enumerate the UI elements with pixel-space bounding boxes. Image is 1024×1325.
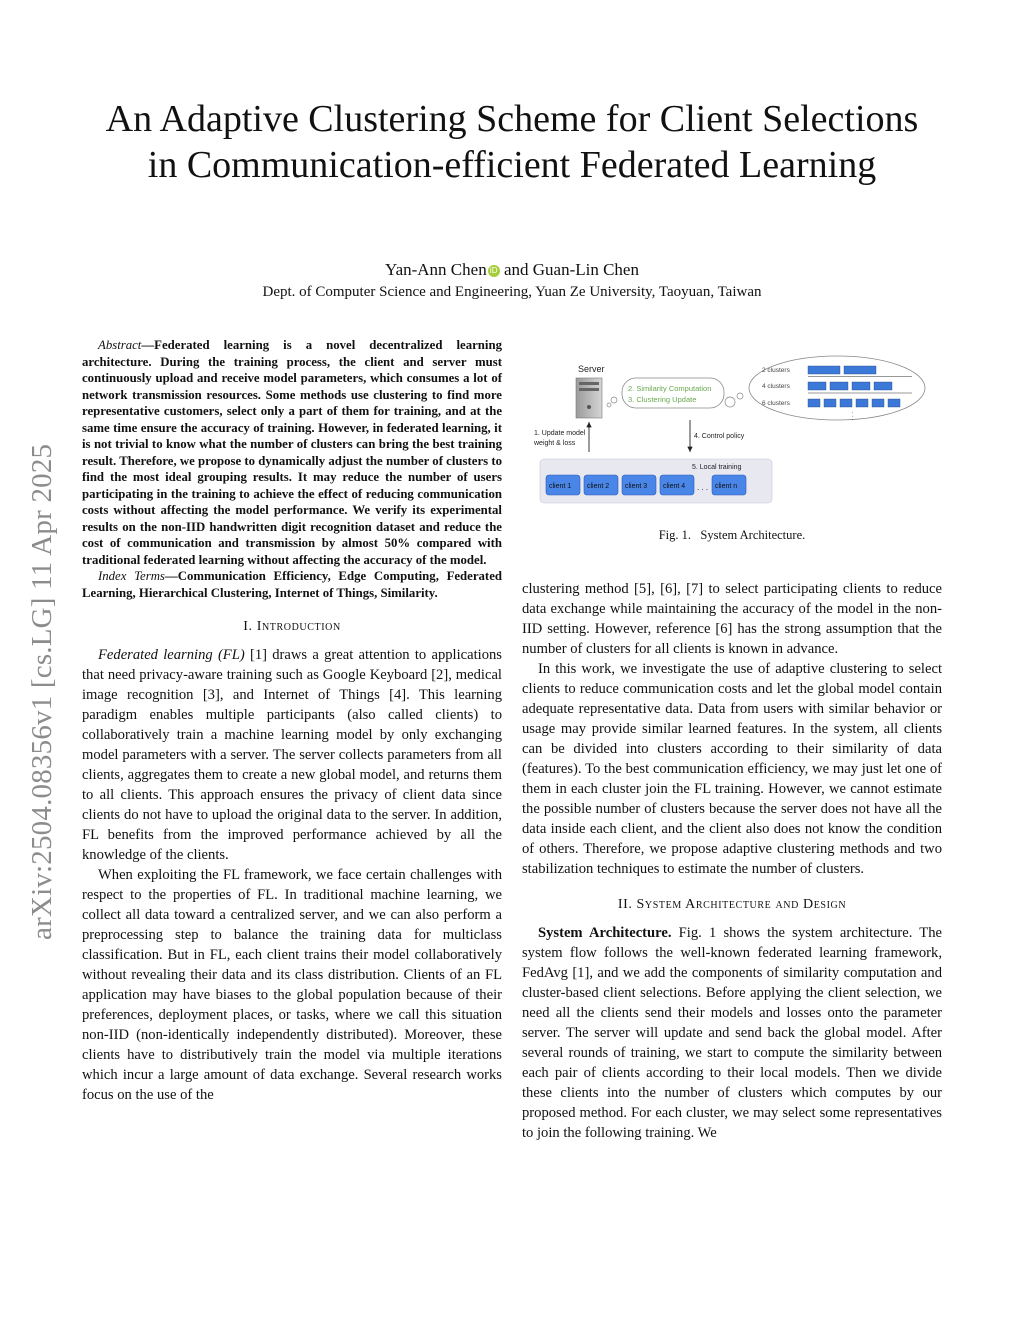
author-2: Guan-Lin Chen xyxy=(532,260,639,279)
step-4: 4. Control policy xyxy=(694,433,745,440)
bubble-step-2: 2. Similarity Computation xyxy=(628,384,712,393)
intro-paragraph-3: In this work, we investigate the use of adaptive clustering to select clients to reduce communication costs and let the global model contain adequate representative data. Data from users with similar behavior or usage may provide similar learned features. In the system, all clients can be divided into clusters according to their similarity of data (features). To the best communication efficiency, we may just let one of them in each cluster join the FL training. However, we cannot estimate the possible number of clusters because the server does not have all the data inside each client, and the client also does not know the condition of others. Therefore, we propose adaptive clustering methods and two stabilization techniques to estimate the number of clusters. xyxy=(522,661,942,877)
section-title: System Architecture and Design xyxy=(636,897,847,912)
affiliation: Dept. of Computer Science and Engineering, Yuan Ze University, Taoyuan, Taiwan xyxy=(262,284,762,300)
client-2-label: client 2 xyxy=(587,483,610,490)
client-3-label: client 3 xyxy=(625,483,648,490)
abstract-body: —Federated learning is a novel decentralized learning architecture. During the training process, the client and server must continuously upload and receive model parameters, which consumes a lot of network transmission resources. Some methods use clustering to find more representative customers, select only a part of them for training, and at the same time ensure the accuracy of training. However, in federated learning, it is not trivial to know what the number of clusters can bring the best training result. Therefore, we propose to dynamically adjust the number of clusters to find the most ideal grouping results. It may reduce the number of users participating in the training to achieve the effect of reducing communication costs without affecting the model performance. We verify its experimental results on the non-IID handwritten digit recognition dataset and reduce the cost of communication and transmission by almost 50% compared with traditional federated learning without affecting the accuracy of the model. xyxy=(82,338,502,567)
abstract-label: Abstract xyxy=(98,338,142,352)
step-5: 5. Local training xyxy=(692,464,742,471)
index-terms-body: —Communication Efficiency, Edge Computing, Federated Learning, Hierarchical Clustering, Internet of Things, Similarity. xyxy=(82,569,502,600)
figure-caption: Fig. 1. System Architecture. xyxy=(658,528,806,542)
step-1-line-2: weight & loss xyxy=(534,440,576,447)
right-column xyxy=(522,579,942,1143)
author-1: Yan-Ann Chen xyxy=(385,260,487,279)
orcid-icon[interactable]: iD xyxy=(488,265,500,277)
intro-lead: Federated learning (FL) xyxy=(98,647,245,663)
index-terms-label: Index Terms xyxy=(98,569,165,583)
architecture-body: Fig. 1 shows the system architecture. The system flow follows the well-known federated learning framework, FedAvg [1], and we add the components of similarity computation and cluster-based client selections. Before applying the client selection, we need all the clients send their models and losses onto the parameter server. The server will update and send back the global model. After several rounds of training, we start to compute the similarity between each pair of clients according to their local models. Then we divide these clients into the number of clusters which computes by our proposed method. For each cluster, we may select some representatives to join the following training. We xyxy=(522,925,942,1141)
left-column xyxy=(82,337,502,1105)
server-label: Server xyxy=(578,364,605,374)
section-heading-introduction xyxy=(82,617,502,637)
intro-paragraph-2: When exploiting the FL framework, we face certain challenges with respect to the properties of FL. In traditional machine learning, we collect all data toward a centralized server, and we can also perform a preprocessing step to balance the training data for multiclass classification. But in FL, each client trains their model collaboratively without revealing their data and its class distribution. Clients of an FL application may have biases to the global population because of their preferences, deployment places, or tasks, where we call this situation non-IID (non-identically independently distributed). Moreover, these clients have to distributively train the model via multiple iterations which incur a large amount of data exchange. Several research works focus on the use of the xyxy=(82,867,502,1103)
cloud-label-4: 4 clusters xyxy=(762,383,790,390)
client-n-label: client n xyxy=(715,483,738,490)
step-1-line-1: 1. Update model xyxy=(534,430,586,437)
bubble-step-3: 3. Clustering Update xyxy=(628,395,697,404)
cloud-label-2: 2 clusters xyxy=(762,367,790,374)
author-connector: and xyxy=(499,260,533,279)
client-1-label: client 1 xyxy=(549,483,572,490)
intro-paragraph-2-continued: clustering method [5], [6], [7] to select participating clients to reduce data exchange while maintaining the accuracy of the model in the non-IID setting. However, reference [6] has the strong assumption that the number of clusters for all clients is known in advance. xyxy=(522,581,942,657)
intro-body: [1] draws a great attention to applications that need privacy-aware training such as Google Keyboard [2], medical image recognition [3], and Internet of Things [4]. This learning paradigm enables multiple participants (also called clients) to collaboratively train a machine learning model by only exchanging model parameters with a server. The server collects parameters from all clients, aggregates them to create a new global model, and returns them to all clients. This approach ensures the privacy of client data since clients do not have to upload the original data to the server. In addition, FL benefits from the improved performance achieved by all the knowledge of the clients. xyxy=(82,647,502,863)
section-number: II. xyxy=(617,897,637,912)
architecture-paragraph-1 xyxy=(522,923,942,1143)
cloud-dots: . . . xyxy=(850,412,856,421)
section-title: Introduction xyxy=(256,619,341,634)
server-icon xyxy=(576,378,602,418)
arxiv-identifier: arXiv:2504.08356v1 [cs.LG] 11 Apr 2025 xyxy=(25,443,58,940)
system-architecture-figure xyxy=(532,352,932,512)
section-heading-architecture xyxy=(522,895,942,915)
intro-paragraph-1 xyxy=(82,645,502,865)
client-4-label: client 4 xyxy=(663,483,686,490)
author-line xyxy=(0,260,1024,280)
client-ellipsis: . . . xyxy=(697,483,709,492)
section-number: I. xyxy=(243,619,257,634)
paper-title: An Adaptive Clustering Scheme for Client Selections in Communication-efficient Federated Learning xyxy=(105,98,919,186)
cloud-label-6: 6 clusters xyxy=(762,400,790,407)
abstract xyxy=(82,337,502,568)
index-terms xyxy=(82,568,502,601)
architecture-lead: System Architecture. xyxy=(538,925,672,941)
